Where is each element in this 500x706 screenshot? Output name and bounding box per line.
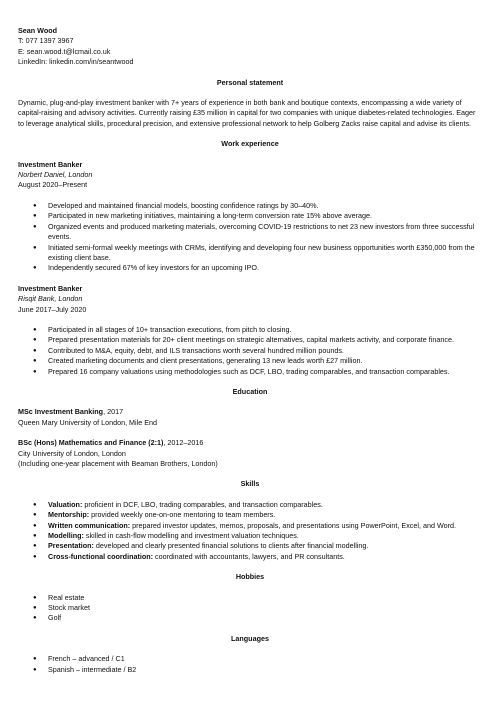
education-heading: Education <box>232 386 268 396</box>
job-dates: August 2020–Present <box>18 180 88 190</box>
skills-list <box>18 500 482 562</box>
job-title: Investment Banker <box>18 283 83 293</box>
skills-heading: Skills <box>240 479 260 489</box>
candidate-name: Sean Wood <box>18 26 58 35</box>
list-item: ● Independently secured 67% of key investors for an upcoming IPO. <box>18 263 482 273</box>
skill-label: Cross-functional coordination: <box>48 551 154 561</box>
list-item: ● Initiated semi-formal weekly meetings with CRMs, identifying and developing four new business opportunities worth £350,000 from the existing client base. <box>18 243 482 264</box>
list-item: ● French – advanced / C1 <box>18 654 482 664</box>
education-entry <box>18 407 482 428</box>
skill-text: prepared investor updates, memos, proposals, and presentations using PowerPoint, Excel, and Word. <box>130 520 457 530</box>
list-item: ● Developed and maintained financial models, boosting confidence ratings by 30–40%. <box>18 201 482 211</box>
job-title: Investment Banker <box>18 159 83 169</box>
degree-year: , 2017 <box>103 407 124 417</box>
skill-label: Presentation: <box>48 541 94 551</box>
skill-label: Written communication: <box>48 520 131 530</box>
degree-year: , 2012–2016 <box>163 438 204 448</box>
list-item: ● Stock market <box>18 603 482 613</box>
contact-header <box>18 26 482 68</box>
phone-line: T: 077 1397 3967 <box>18 36 74 46</box>
skill-label: Mentorship: <box>48 510 90 520</box>
school-name: City University of London, London <box>18 448 126 458</box>
skill-label: Modelling: <box>48 531 84 541</box>
list-item: ● Contributed to M&A, equity, debt, and ILS transactions worth several hundred million pounds. <box>18 346 482 356</box>
email-line: E: sean.wood.t@lcmail.co.uk <box>18 46 111 56</box>
list-item <box>18 552 482 562</box>
list-item: ● Created marketing documents and client presentations, generating 13 new leads worth £27 million. <box>18 356 482 366</box>
job-bullets <box>18 201 482 274</box>
list-item <box>18 500 482 510</box>
personal-statement-text: Dynamic, plug-and-play investment banker with 7+ years of experience in both bank and boutique contexts, encompassing a wide variety of capital-raising and advisory activities. Currently raising £35 million in capital for two companies with unique diabetes-related technologies. Eager to leverage analytical skills, procedural precision, and extensive professional network to help Golberg Zacks raise capital and advise its clients. <box>18 98 476 128</box>
languages-list <box>18 654 482 675</box>
list-item: ● Real estate <box>18 593 482 603</box>
job-dates: June 2017–July 2020 <box>18 304 87 314</box>
list-item <box>18 521 482 531</box>
list-item: ● Organized events and produced marketing materials, overcoming COVID-19 restrictions to net 23 new investors from three successful events. <box>18 222 482 243</box>
job-bullets <box>18 325 482 377</box>
education-entry <box>18 438 482 469</box>
degree-name: BSc (Hons) Mathematics and Finance (2:1) <box>18 438 164 448</box>
list-item <box>18 531 482 541</box>
personal-statement-heading: Personal statement <box>216 77 284 87</box>
hobbies-heading: Hobbies <box>235 572 265 582</box>
list-item: ● Participated in all stages of 10+ transaction executions, from pitch to closing. <box>18 325 482 335</box>
skill-text: developed and clearly presented financial solutions to clients after financial modelling. <box>93 541 369 551</box>
skill-label: Valuation: <box>48 499 83 509</box>
job-company: Risqit Bank, London <box>18 294 83 304</box>
school-name: Queen Mary University of London, Mile End <box>18 417 158 427</box>
list-item: ● Spanish – intermediate / B2 <box>18 665 482 675</box>
job-entry <box>18 284 482 377</box>
list-item: ● Participated in new marketing initiatives, maintaining a long-term conversion rate 15% above average. <box>18 211 482 221</box>
list-item: ● Golf <box>18 613 482 623</box>
linkedin-line: LinkedIn: linkedin.com/in/seantwood <box>18 57 134 67</box>
skill-text: proficient in DCF, LBO, trading comparables, and transaction comparables. <box>82 499 323 509</box>
job-company: Norbert Daniel, London <box>18 170 93 180</box>
list-item: ● Prepared 16 company valuations using methodologies such as DCF, LBO, trading comparables, and transaction comparables. <box>18 367 482 377</box>
degree-name: MSc Investment Banking <box>18 407 104 417</box>
hobbies-list <box>18 593 482 624</box>
work-experience-heading: Work experience <box>221 139 279 149</box>
list-item <box>18 541 482 551</box>
skill-text: skilled in cash-flow modelling and investment valuation techniques. <box>83 531 299 541</box>
skill-text: coordinated with accountants, lawyers, and PR consultants. <box>153 551 345 561</box>
education-note: (Including one-year placement with Beaman Brothers, London) <box>18 459 218 468</box>
job-entry <box>18 160 482 274</box>
skill-text: provided weekly one-on-one mentoring to team members. <box>89 510 276 520</box>
list-item: ● Prepared presentation materials for 20+ client meetings on strategic alternatives, capital markets activity, and corporate finance. <box>18 335 482 345</box>
languages-heading: Languages <box>231 633 269 643</box>
list-item <box>18 510 482 520</box>
